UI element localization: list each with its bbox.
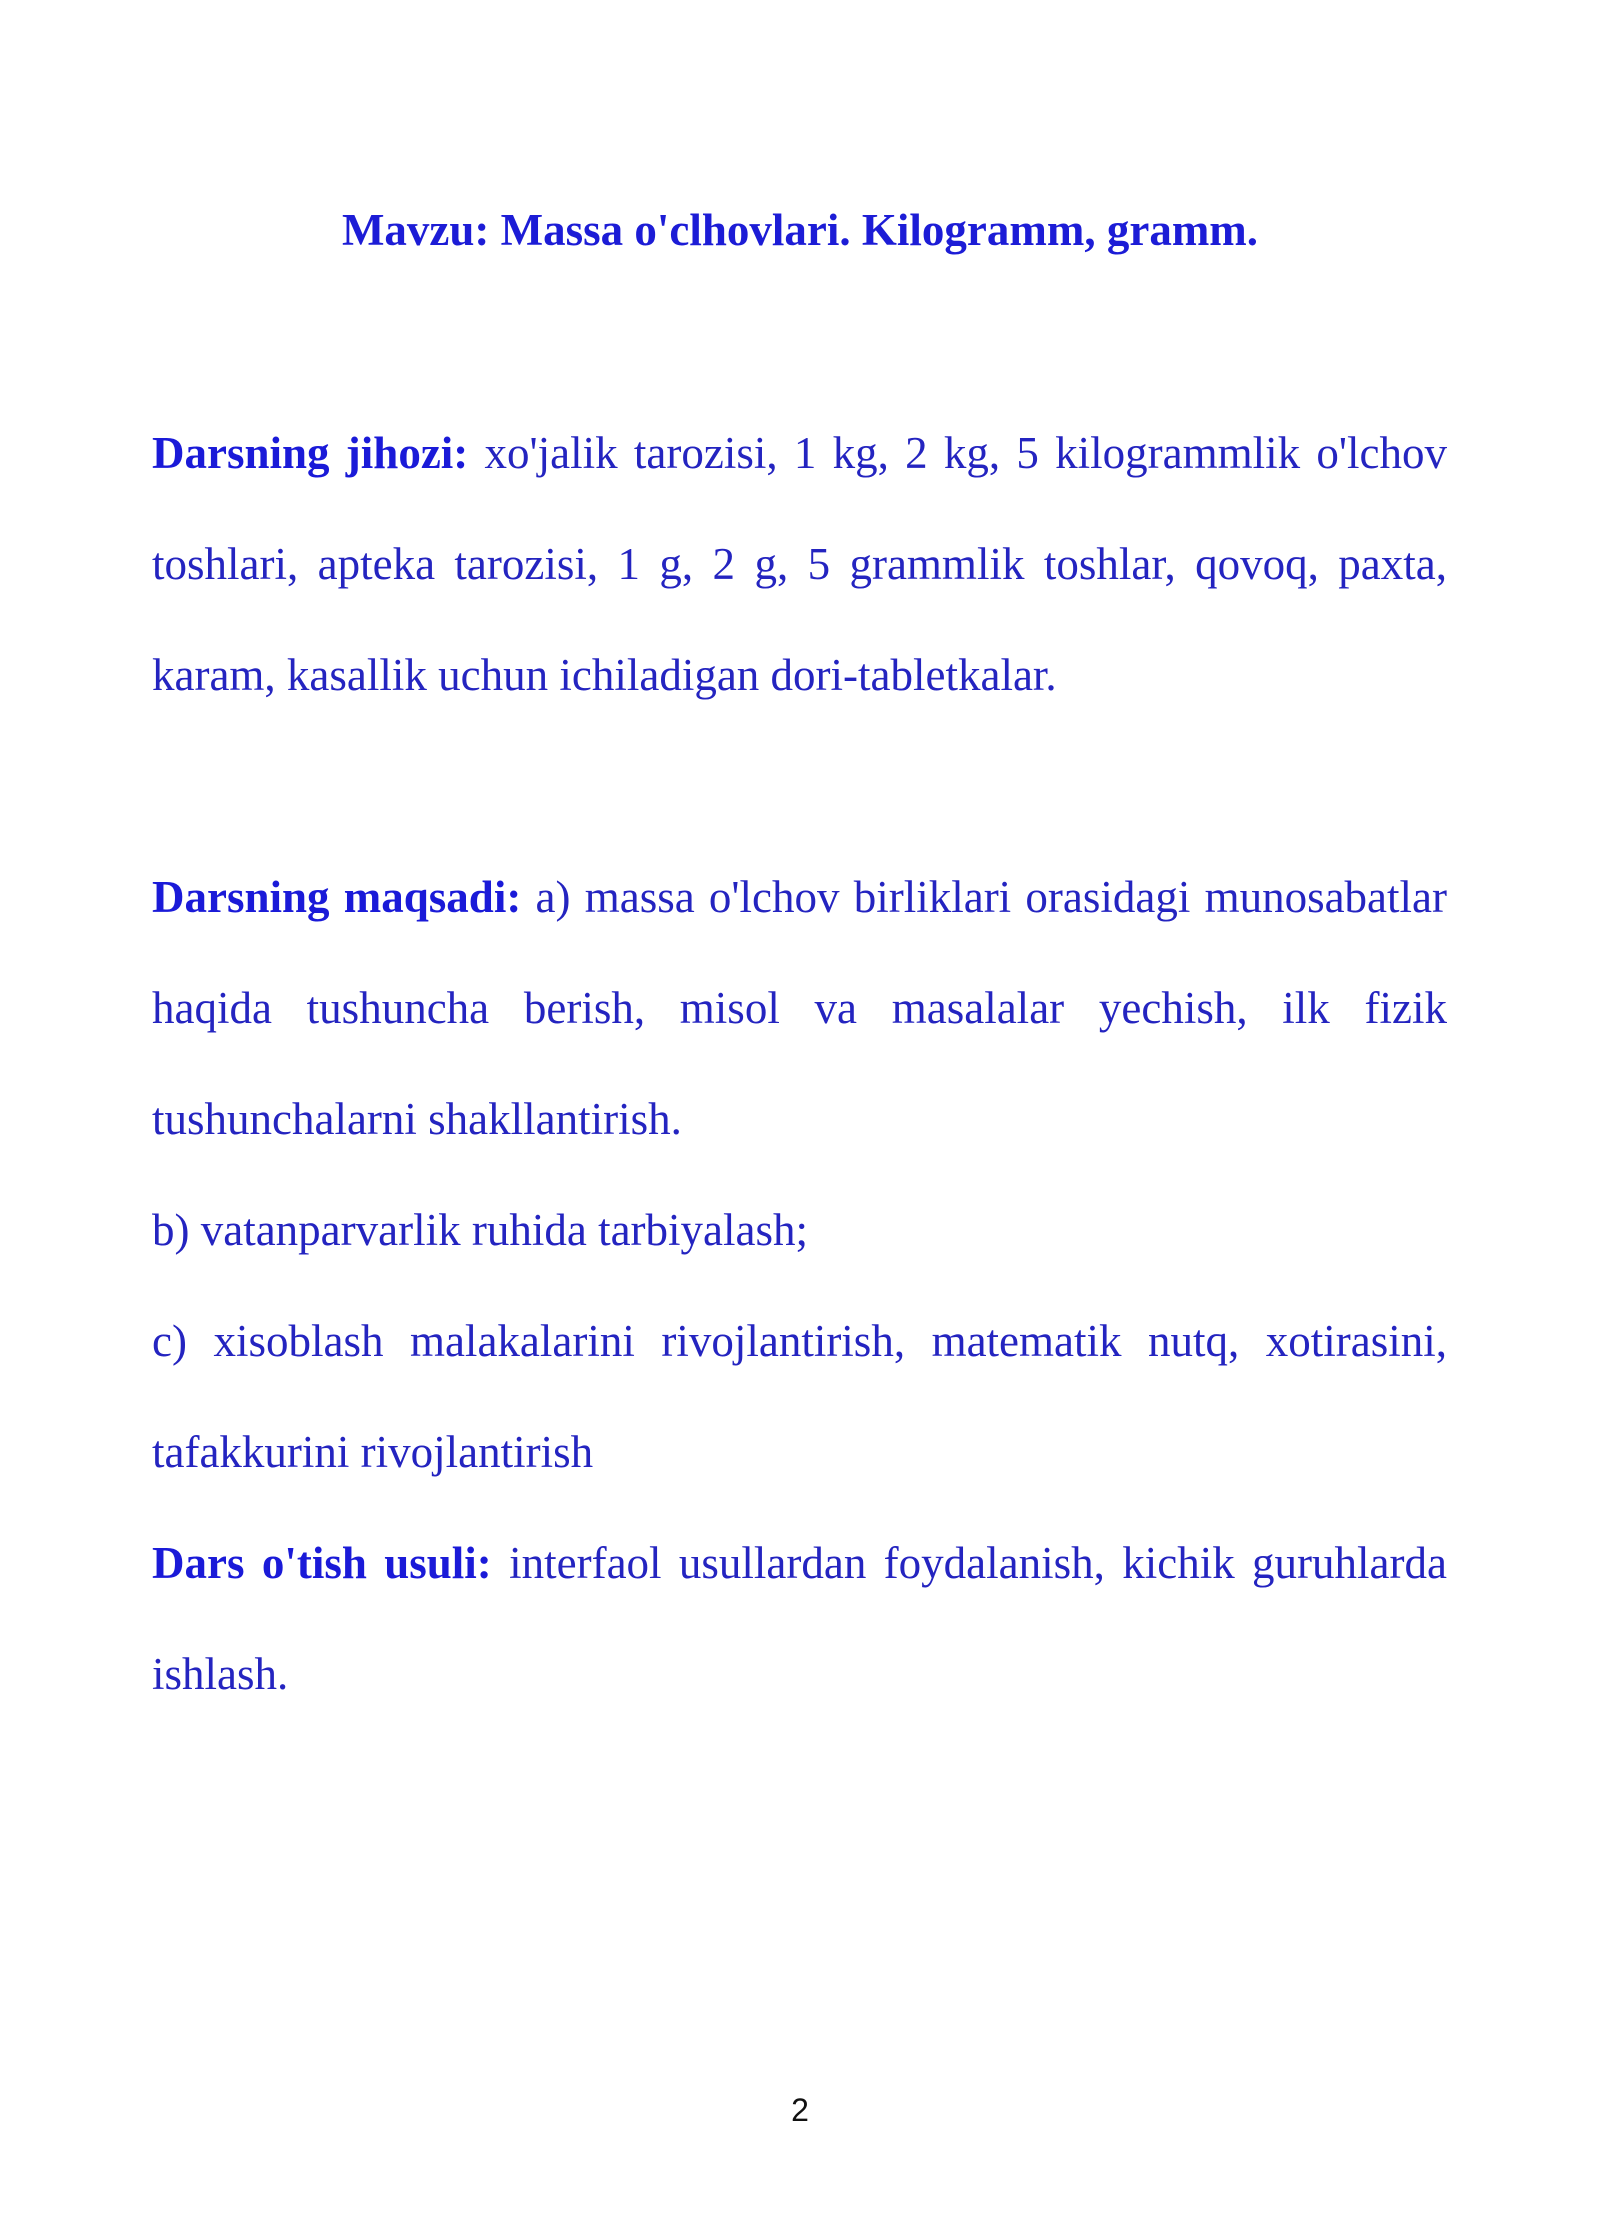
page-title: Mavzu: Massa o'clhovlari. Kilogramm, gramm. [341, 205, 1259, 255]
goal-item-c: c) xisoblash malakalarini rivojlantirish, matematik nutq, xotirasini, tafakkurini rivojlantirish [152, 1316, 1447, 1477]
goal-paragraph [152, 842, 1447, 1175]
equipment-text: xo'jalik tarozisi, 1 kg, 2 kg, 5 kilogrammlik o'lchov toshlari, apteka tarozisi, 1 g, 2 g, 5 grammlik toshlar, qovoq, paxta, karam, kasallik uchun ichiladigan dori-tabletkalar. [152, 428, 1447, 700]
method-paragraph [152, 1508, 1447, 1730]
goal-label: Darsning maqsadi: [152, 872, 522, 922]
equipment-label: Darsning jihozi: [152, 428, 469, 478]
method-label: Dars o'tish usuli: [152, 1538, 492, 1588]
method-text: interfaol usullardan foydalanish, kichik guruhlarda ishlash. [152, 1538, 1447, 1699]
goal-text: a) massa o'lchov birliklari orasidagi munosabatlar haqida tushuncha berish, misol va masalalar yechish, ilk fizik tushunchalarni shakllantirish. [152, 872, 1447, 1144]
goal-item-b: b) vatanparvarlik ruhida tarbiyalash; [152, 1205, 808, 1255]
equipment-paragraph [152, 398, 1447, 731]
page-number: 2 [791, 2092, 809, 2128]
